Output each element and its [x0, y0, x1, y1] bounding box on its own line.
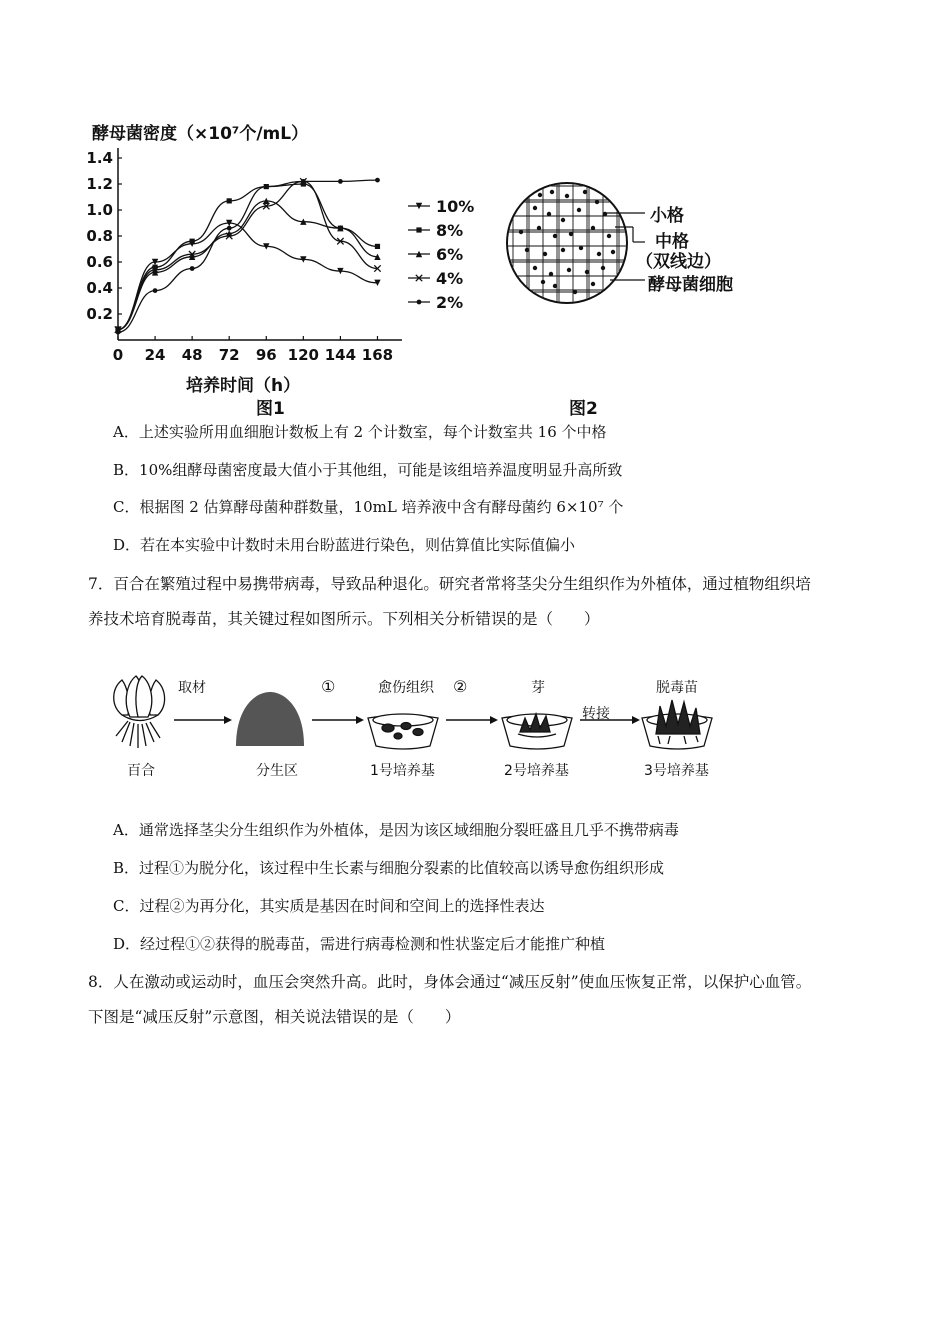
lily-bulb-icon — [114, 676, 165, 748]
q6-option-b: B．10%组酵母菌密度最大值小于其他组，可能是该组培养温度明显升高所致 — [113, 461, 623, 479]
marker-2pct — [375, 178, 380, 183]
x-tick-label: 24 — [144, 346, 166, 364]
q6-option-d: D．若在本实验中计数时未用台盼蓝进行染色，则估算值比实际值偏小 — [113, 536, 576, 554]
yeast-cell-dot — [549, 272, 553, 276]
marker-2pct — [190, 266, 195, 271]
yeast-cell-dot — [573, 290, 577, 294]
yeast-cell-dot — [611, 250, 615, 254]
x-tick-label: 0 — [112, 346, 124, 364]
series-2pct — [116, 178, 380, 335]
yeast-cell-dot — [591, 282, 595, 286]
y-tick-label: 0.4 — [86, 279, 113, 297]
q6-option-c: C．根据图 2 估算酵母菌种群数量，10mL 培养液中含有酵母菌约 6×10⁷ 个 — [113, 498, 624, 516]
label-medium-3: 3号培养基 — [644, 763, 709, 779]
yeast-cell-dot — [553, 284, 557, 288]
marker-2pct — [227, 226, 232, 231]
q7-option-b: B．过程①为脱分化，该过程中生长素与细胞分裂素的比值较高以诱导愈伤组织形成 — [113, 859, 665, 877]
q7-option-d: D．经过程①②获得的脱毒苗，需进行病毒检测和性状鉴定后才能推广种植 — [113, 935, 606, 953]
marker-8pct — [375, 244, 380, 249]
x-tick-label: 168 — [361, 346, 394, 364]
yeast-cell-dot — [595, 200, 599, 204]
yeast-cell-dot — [533, 206, 537, 210]
label-double-line-border: （双线边） — [636, 252, 721, 272]
y-tick-label: 0.8 — [86, 227, 113, 245]
x-tick-label: 72 — [218, 346, 240, 364]
legend-label: 6% — [436, 245, 464, 264]
yeast-cell-dot — [550, 190, 554, 194]
yeast-cell-dot — [601, 266, 605, 270]
chart-title: 酵母菌密度（×10⁷个/mL） — [92, 124, 309, 144]
x-tick-label: 120 — [287, 346, 319, 364]
legend-label: 10% — [436, 197, 475, 216]
culture-dish-1-icon — [368, 714, 438, 749]
legend-label: 8% — [436, 221, 464, 240]
marker-8pct — [416, 227, 421, 232]
x-tick-label: 144 — [324, 346, 357, 364]
figure2-caption: 图2 — [569, 399, 598, 419]
label-medium-2: 2号培养基 — [504, 763, 569, 779]
label-yeast-cell: 酵母菌细胞 — [648, 275, 733, 295]
legend-label: 4% — [436, 269, 464, 288]
series-8pct — [115, 181, 380, 332]
line-chart — [86, 140, 486, 395]
label-small-square: 小格 — [650, 206, 684, 226]
y-tick-label: 1.4 — [86, 149, 113, 167]
yeast-cell-dot — [585, 270, 589, 274]
q6-option-a: A．上述实验所用血细胞计数板上有 2 个计数室，每个计数室共 16 个中格 — [113, 423, 607, 441]
marker-2pct — [116, 330, 121, 335]
marker-2pct — [264, 184, 269, 189]
label-transfer: 转接 — [582, 706, 610, 722]
label-virus-free-seedling: 脱毒苗 — [656, 680, 698, 696]
marker-2pct — [338, 179, 343, 184]
label-callus: 愈伤组织 — [378, 680, 434, 696]
figure1-caption: 图1 — [256, 399, 285, 419]
q7-stem-line2: 养技术培育脱毒苗，其关键过程如图所示。下列相关分析错误的是（ ） — [88, 610, 600, 628]
yeast-cell-dot — [567, 268, 571, 272]
yeast-cell-dot — [519, 230, 523, 234]
yeast-cell-dot — [553, 234, 557, 238]
legend-item — [408, 245, 463, 264]
series-4pct — [115, 178, 381, 333]
label-medium-1: 1号培养基 — [370, 763, 435, 779]
y-tick-label: 0.2 — [86, 305, 113, 323]
yeast-cell-dot — [561, 248, 565, 252]
yeast-cell-dot — [569, 232, 573, 236]
x-tick-label: 48 — [181, 346, 203, 364]
y-tick-label: 0.6 — [86, 253, 113, 271]
yeast-cell-dot — [561, 218, 565, 222]
y-tick-label: 1.2 — [86, 175, 113, 193]
label-step-2: ② — [453, 677, 468, 696]
yeast-cell-dot — [565, 194, 569, 198]
legend-item — [408, 269, 463, 288]
marker-8pct — [227, 198, 232, 203]
yeast-cell-dot — [533, 266, 537, 270]
legend-item — [408, 293, 463, 312]
yeast-cell-dot — [577, 208, 581, 212]
label-lily: 百合 — [127, 763, 155, 779]
legend-item — [408, 197, 474, 216]
q8-stem-line2: 下图是“减压反射”示意图，相关说法错误的是（ ） — [88, 1008, 461, 1026]
q7-option-a: A．通常选择茎尖分生组织作为外植体，是因为该区域细胞分裂旺盛且几乎不携带病毒 — [113, 821, 679, 839]
q7-stem-line1: 7．百合在繁殖过程中易携带病毒，导致品种退化。研究者常将茎尖分生组织作为外植体，通过植物组织培 — [88, 575, 811, 593]
marker-2pct — [417, 300, 422, 305]
label-step-1: ① — [321, 677, 336, 696]
field-of-view-circle — [507, 183, 627, 303]
label-meristem: 分生区 — [256, 763, 298, 779]
legend-label: 2% — [436, 293, 464, 312]
label-bud: 芽 — [531, 680, 545, 696]
series-line — [118, 180, 377, 332]
x-tick-label: 96 — [255, 346, 277, 364]
y-tick-label: 1.0 — [86, 201, 113, 219]
yeast-cell-dot — [543, 252, 547, 256]
marker-8pct — [190, 239, 195, 244]
yeast-cell-dot — [547, 212, 551, 216]
yeast-cell-dot — [579, 246, 583, 250]
q7-option-c: C．过程②为再分化，其实质是基因在时间和空间上的选择性表达 — [113, 897, 545, 915]
marker-2pct — [153, 288, 158, 293]
x-axis-label: 培养时间（h） — [186, 376, 301, 396]
yeast-cell-dot — [597, 252, 601, 256]
yeast-cell-dot — [537, 226, 541, 230]
legend-item — [408, 221, 463, 240]
label-medium-square: 中格 — [655, 232, 689, 252]
yeast-cell-dot — [541, 280, 545, 284]
q8-stem-line1: 8．人在激动或运动时，血压会突然升高。此时，身体会通过“减压反射”使血压恢复正常，以保护心血管。 — [88, 973, 812, 991]
marker-2pct — [301, 179, 306, 184]
yeast-cell-dot — [525, 248, 529, 252]
series-10pct — [115, 220, 381, 333]
yeast-cell-dot — [591, 226, 595, 230]
yeast-cell-dot — [538, 193, 542, 197]
label-take-material: 取材 — [178, 680, 206, 696]
yeast-cell-dot — [583, 190, 587, 194]
series-line — [118, 181, 377, 329]
meristem-icon — [236, 692, 304, 746]
culture-dish-2-icon — [502, 714, 572, 749]
yeast-cell-dot — [607, 234, 611, 238]
culture-dish-3-icon — [642, 700, 712, 749]
